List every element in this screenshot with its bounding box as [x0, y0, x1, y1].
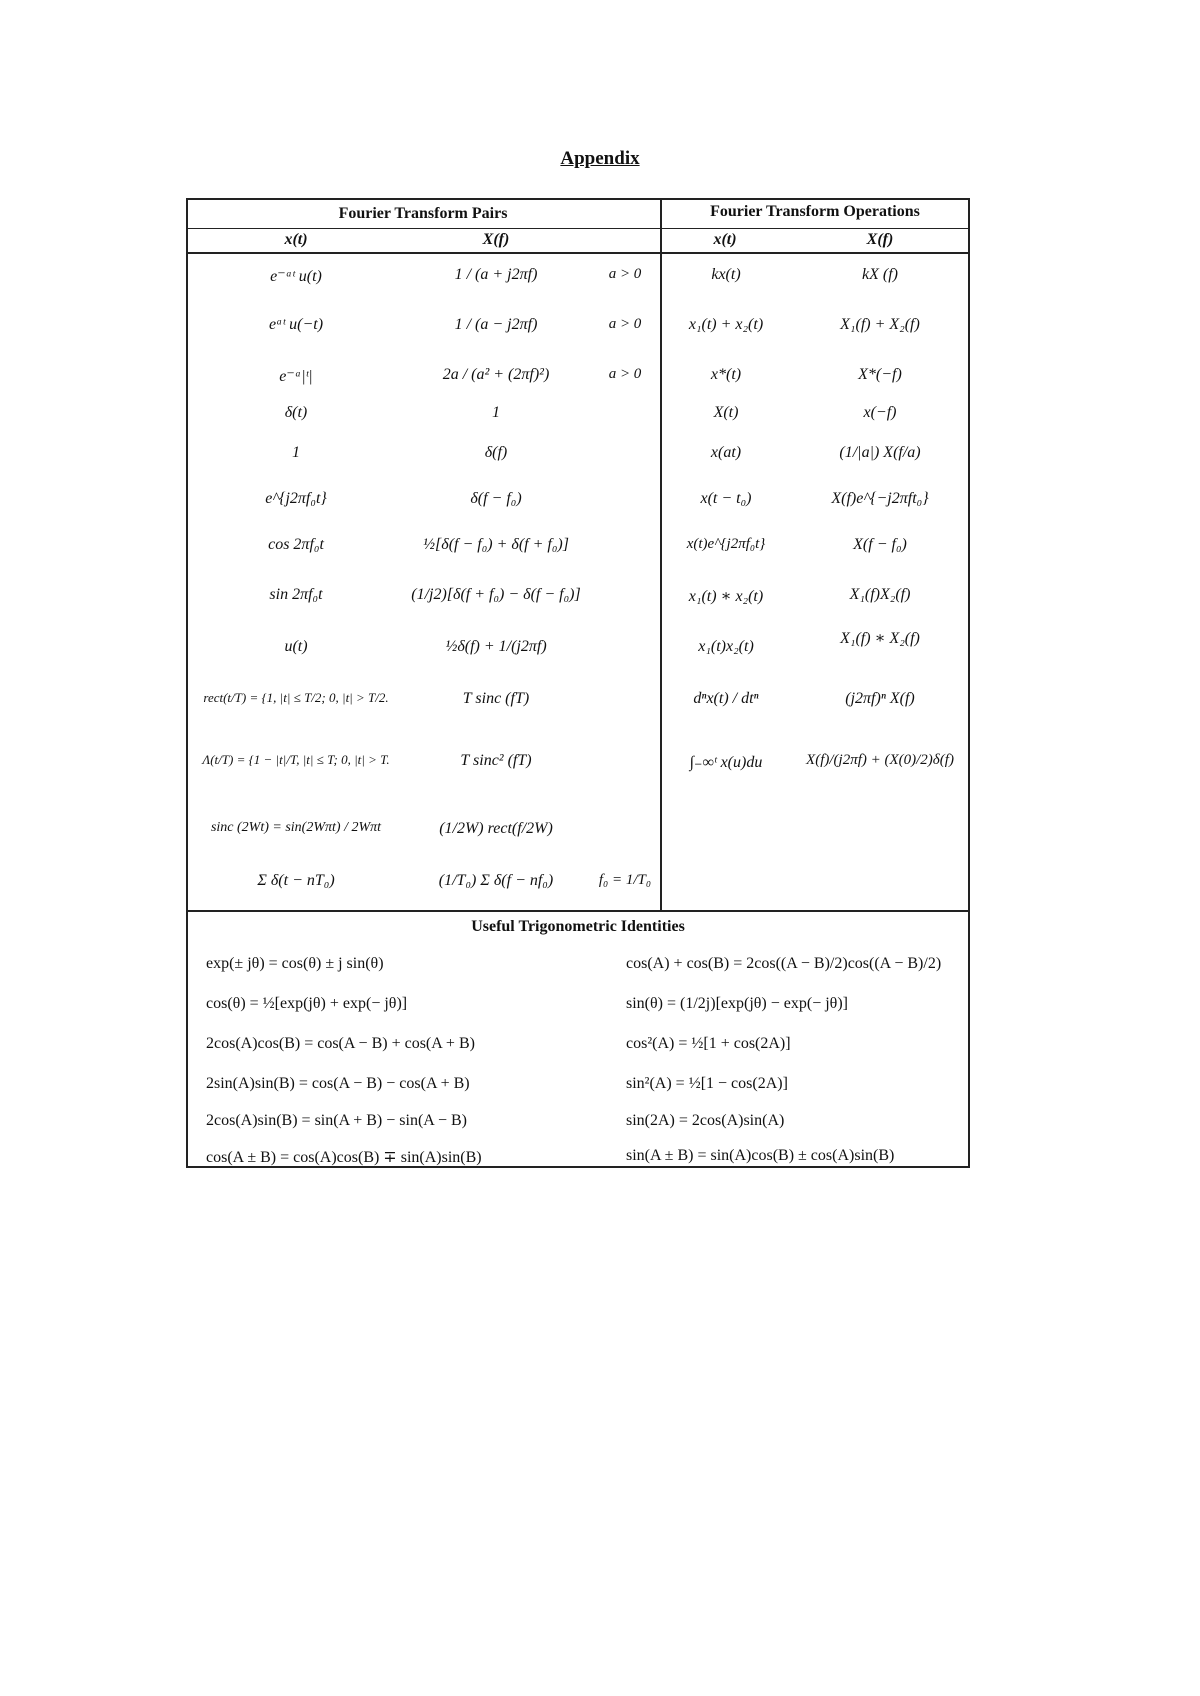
- op-x: ∫₋∞ᵗ x(u)du: [689, 754, 763, 771]
- trig-identity-right: cos²(A) = ½[1 + cos(2A)]: [626, 1035, 791, 1052]
- op-X: X*(−f): [858, 366, 902, 383]
- pair-x: δ(t): [284, 404, 308, 421]
- pair-x: u(t): [284, 638, 308, 655]
- pair-X: ½δ(f) + 1/(j2πf): [445, 638, 547, 655]
- pair-X: 2a / (a² + (2πf)²): [442, 366, 550, 383]
- pair-x: e^{j2πf₀t}: [265, 490, 327, 507]
- op-x: x(t − t₀): [700, 490, 752, 507]
- pair-x: cos 2πf₀t: [268, 536, 324, 553]
- appendix-table: [186, 198, 970, 1168]
- pair-x: sinc (2Wt) = sin(2Wπt) / 2Wπt: [210, 820, 382, 835]
- pair-x: 1: [292, 444, 300, 461]
- trig-identity-left: cos(θ) = ½[exp(jθ) + exp(− jθ)]: [206, 995, 408, 1012]
- trig-header: Useful Trigonometric Identities: [471, 918, 685, 935]
- pair-condition: a > 0: [608, 316, 642, 332]
- pair-X: ½[δ(f − f₀) + δ(f + f₀)]: [423, 536, 569, 553]
- column-divider: [660, 198, 662, 910]
- operations-col-X: X(f): [866, 231, 894, 248]
- pair-x: e⁻ᵃ|ᵗ|: [279, 368, 313, 385]
- pair-X: 1 / (a − j2πf): [454, 316, 538, 333]
- page-title: Appendix: [560, 148, 640, 169]
- pair-X: T sinc (fT): [462, 690, 530, 707]
- pair-x: e⁻ᵃᵗ u(t): [270, 268, 322, 285]
- header-rule: [186, 228, 970, 229]
- pair-x: Σ δ(t − nT₀): [257, 872, 335, 889]
- op-x: x₁(t) ∗ x₂(t): [688, 588, 764, 605]
- pair-X: δ(f − f₀): [470, 490, 522, 507]
- trig-identity-left: cos(A ± B) = cos(A)cos(B) ∓ sin(A)sin(B): [206, 1149, 482, 1166]
- trig-identity-left: exp(± jθ) = cos(θ) ± j sin(θ): [206, 955, 384, 972]
- op-x: x₁(t) + x₂(t): [688, 316, 764, 333]
- pair-condition: a > 0: [608, 366, 642, 382]
- op-X: X₁(f) + X₂(f): [840, 316, 920, 333]
- op-x: X(t): [713, 404, 739, 421]
- op-X: X(f)/(j2πf) + (X(0)/2)δ(f): [806, 752, 954, 768]
- op-X: X(f)e^{−j2πft₀}: [831, 490, 929, 507]
- op-X: X(f − f₀): [853, 536, 907, 553]
- pair-X: (1/j2)[δ(f + f₀) − δ(f − f₀)]: [411, 586, 581, 603]
- trig-section-rule: [186, 910, 970, 912]
- op-x: x(at): [710, 444, 742, 461]
- op-x: x₁(t)x₂(t): [698, 638, 754, 655]
- op-X: (1/|a|) X(f/a): [839, 444, 921, 461]
- pairs-header: Fourier Transform Pairs: [338, 205, 508, 222]
- trig-identity-left: 2sin(A)sin(B) = cos(A − B) − cos(A + B): [206, 1075, 470, 1092]
- op-x: x(t)e^{j2πf₀t}: [686, 536, 766, 552]
- pair-condition: a > 0: [608, 266, 642, 282]
- pair-x: sin 2πf₀t: [269, 586, 323, 603]
- trig-identity-right: cos(A) + cos(B) = 2cos((A − B)/2)cos((A − B)/2): [626, 955, 942, 972]
- pairs-col-X: X(f): [482, 231, 510, 248]
- trig-identity-left: 2cos(A)sin(B) = sin(A + B) − sin(A − B): [206, 1112, 467, 1129]
- pair-x: rect(t/T) = {1, |t| ≤ T/2; 0, |t| > T/2.: [203, 690, 389, 705]
- pair-x: Λ(t/T) = {1 − |t|/T, |t| ≤ T; 0, |t| > T.: [202, 752, 390, 767]
- pairs-col-x: x(t): [284, 231, 308, 248]
- op-x: kx(t): [711, 266, 741, 283]
- op-X: X₁(f)X₂(f): [849, 586, 911, 603]
- op-x: dⁿx(t) / dtⁿ: [693, 690, 759, 707]
- pair-x: eᵃᵗ u(−t): [268, 316, 324, 333]
- op-X: kX (f): [862, 266, 898, 283]
- pair-X: (1/2W) rect(f/2W): [439, 820, 553, 837]
- pair-X: T sinc² (fT): [460, 752, 532, 769]
- op-X: x(−f): [863, 404, 897, 421]
- pair-X: 1: [492, 404, 500, 421]
- operations-col-x: x(t): [713, 231, 737, 248]
- trig-identity-right: sin²(A) = ½[1 − cos(2A)]: [626, 1075, 788, 1092]
- pair-condition: f₀ = 1/T₀: [598, 872, 652, 888]
- trig-identity-right: sin(A ± B) = sin(A)cos(B) ± cos(A)sin(B): [626, 1147, 895, 1164]
- op-X: X₁(f) ∗ X₂(f): [840, 630, 920, 647]
- pair-X: 1 / (a + j2πf): [454, 266, 538, 283]
- column-header-rule: [186, 252, 970, 254]
- operations-header: Fourier Transform Operations: [710, 203, 920, 220]
- trig-identity-right: sin(θ) = (1/2j)[exp(jθ) − exp(− jθ)]: [626, 995, 848, 1012]
- trig-identity-left: 2cos(A)cos(B) = cos(A − B) + cos(A + B): [206, 1035, 475, 1052]
- op-x: x*(t): [710, 366, 742, 383]
- pair-X: δ(f): [484, 444, 508, 461]
- pair-X: (1/T₀) Σ δ(f − nf₀): [438, 872, 554, 889]
- trig-identity-right: sin(2A) = 2cos(A)sin(A): [626, 1112, 785, 1129]
- op-X: (j2πf)ⁿ X(f): [845, 690, 915, 707]
